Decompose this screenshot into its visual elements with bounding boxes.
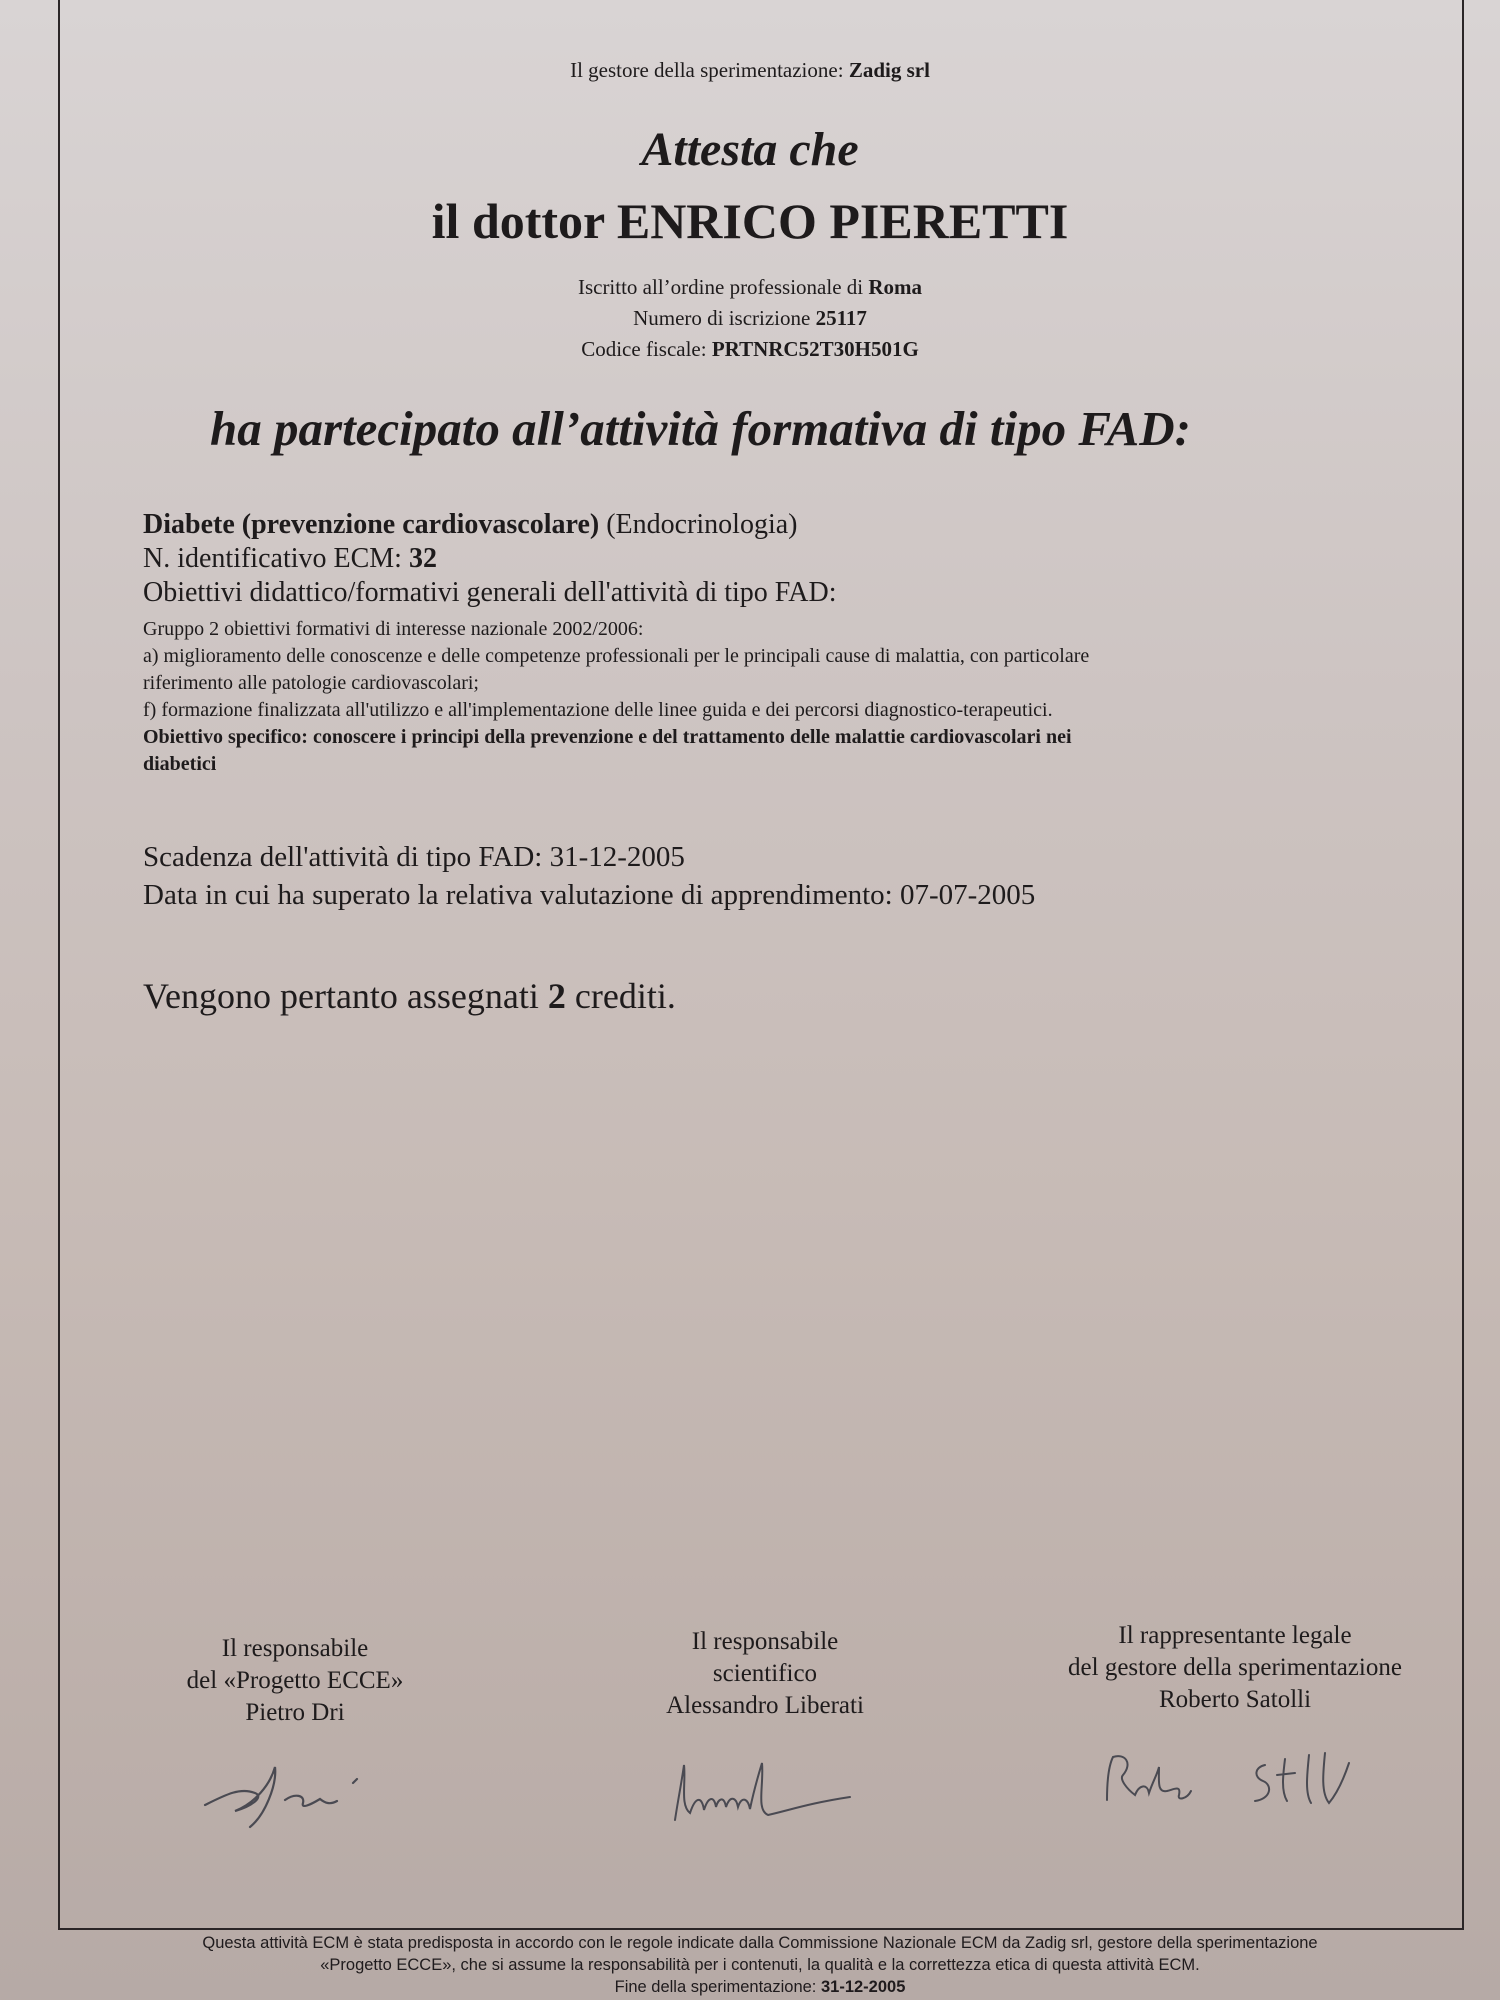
footer-end-date: 31-12-2005 (820, 1978, 906, 1996)
group-line: Gruppo 2 obiettivi formativi di interesse nazionale 2002/2006: (143, 618, 644, 640)
passed-date: 07-07-2005 (899, 879, 1036, 911)
ecm-id-line (143, 542, 1343, 576)
footer-line2: «Progetto ECCE», che si assume la responsabilità per i contenuti, la qualità e la correttezza etica di questa attività ECM. (320, 1956, 1200, 1974)
signatory-role-line1: Il rappresentante legale (1118, 1622, 1352, 1649)
signatory-legal-representative (1030, 1620, 1440, 1716)
signature-alessandro-liberati (660, 1755, 860, 1835)
credits-line (143, 975, 1343, 1017)
signatory-project-lead (150, 1633, 440, 1729)
footer-end-label: Fine della sperimentazione: (614, 1978, 817, 1996)
doctor-name: ENRICO PIERETTI (616, 193, 1069, 249)
objective-a-line2: riferimento alle patologie cardiovascolari; (143, 672, 479, 694)
doctor-prefix: il dottor (431, 193, 605, 249)
registration-line (0, 272, 1500, 303)
signatory-name: Alessandro Liberati (666, 1692, 864, 1719)
passed-label: Data in cui ha superato la relativa valutazione di apprendimento: (143, 879, 893, 911)
manager-name: Zadig srl (848, 58, 930, 82)
specific-objective-line2: diabetici (143, 753, 217, 775)
signatory-role-line2: del «Progetto ECCE» (186, 1667, 404, 1694)
manager-line (0, 58, 1500, 83)
signatory-name: Roberto Satolli (1158, 1686, 1312, 1713)
footer-end-line (60, 1976, 1460, 1998)
dates-block (143, 838, 1343, 914)
footer-line1: Questa attività ECM è stata predisposta in accordo con le regole indicate dalla Commissione Nazionale ECM da Zadig srl, gestore della sperimentazione (202, 1934, 1318, 1952)
participation-heading: ha partecipato all’attività formativa di tipo FAD: (210, 401, 1191, 456)
registration-number: 25117 (815, 306, 867, 330)
objective-a-line1: a) miglioramento delle conoscenze e delle competenze professionali per le principali cause di malattia, con particolare (143, 645, 1090, 667)
tax-code-line (0, 334, 1500, 365)
signature-pietro-dri (195, 1745, 395, 1835)
manager-label: Il gestore della sperimentazione: (570, 58, 844, 82)
signatory-name: Pietro Dri (245, 1699, 345, 1726)
doctor-heading (0, 192, 1500, 250)
signatory-scientific-lead (615, 1626, 915, 1722)
signature-roberto-satolli (1095, 1745, 1375, 1825)
course-area: (Endocrinologia) (606, 509, 798, 540)
credits-prefix: Vengono pertanto assegnati (143, 976, 539, 1016)
credits-count: 2 (547, 976, 566, 1016)
objectives-list (143, 616, 1343, 778)
course-title: Diabete (prevenzione cardiovascolare) (143, 509, 600, 540)
passed-line (143, 876, 1343, 914)
registration-number-label: Numero di iscrizione (633, 306, 811, 330)
course-title-line (143, 508, 1343, 542)
registration-label: Iscritto all’ordine professionale di (577, 275, 864, 299)
attests-heading: Attesta che (641, 123, 859, 176)
objective-f: f) formazione finalizzata all'utilizzo e all'implementazione delle linee guida e dei percorsi diagnostico-terapeutici. (143, 699, 1053, 721)
signatory-role-line1: Il responsabile (221, 1635, 369, 1662)
registration-block (0, 272, 1500, 365)
signatory-role-line2: scientifico (712, 1660, 818, 1687)
signatory-role-line2: del gestore della sperimentazione (1068, 1654, 1402, 1681)
registration-city: Roma (868, 275, 923, 299)
specific-objective-line1: Obiettivo specifico: conoscere i principi della prevenzione e del trattamento delle malattie cardiovascolari nei (143, 726, 1072, 748)
deadline-line (143, 838, 1343, 876)
objectives-heading: Obiettivi didattico/formativi generali dell'attività di tipo FAD: (143, 577, 837, 608)
tax-code-label: Codice fiscale: (581, 337, 707, 361)
footer-note (60, 1932, 1460, 1998)
ecm-id-label: N. identificativo ECM: (143, 543, 402, 574)
course-block (143, 508, 1343, 610)
signatory-role-line1: Il responsabile (691, 1628, 839, 1655)
deadline-date: 31-12-2005 (549, 841, 685, 873)
tax-code: PRTNRC52T30H501G (711, 337, 919, 361)
registration-number-line (0, 303, 1500, 334)
credits-suffix: crediti. (574, 976, 676, 1016)
ecm-id: 32 (408, 543, 437, 574)
deadline-label: Scadenza dell'attività di tipo FAD: (143, 841, 543, 873)
